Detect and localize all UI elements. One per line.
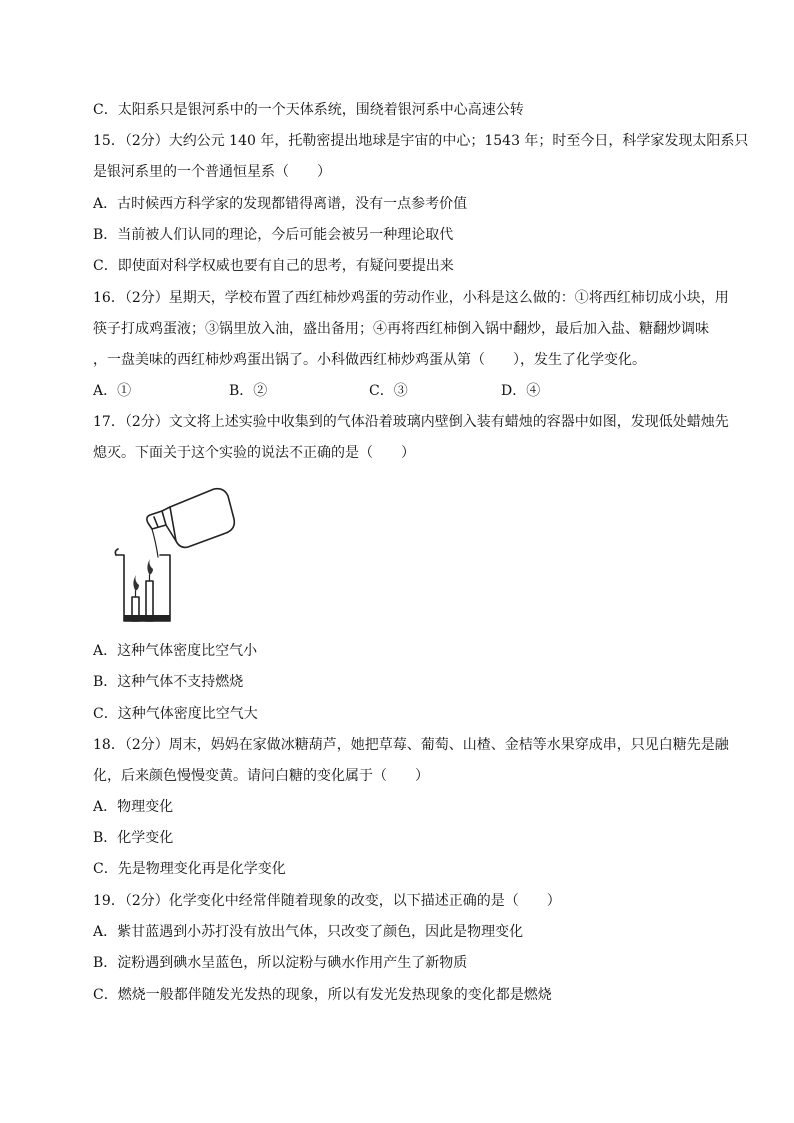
q18-option-c: C．先是物理变化再是化学变化 — [93, 861, 286, 877]
q16-stem-line3: ，一盘美味的西红柿炒鸡蛋出锅了。小科做西红柿炒鸡蛋从第（ ），发生了化学变化。 — [93, 352, 646, 368]
q16-option-c: C．③ — [369, 383, 408, 399]
q15-stem-line1: 15．（2分）大约公元 140 年，托勒密提出地球是宇宙的中心；1543 年；时至今日，科学家发现太阳系只 — [93, 133, 749, 149]
q16-option-b: B．② — [229, 383, 268, 399]
q18-stem-line1: 18．（2分）周末，妈妈在家做冰糖葫芦，她把草莓、葡萄、山楂、金桔等水果穿成串，只见白糖先是融 — [93, 737, 729, 753]
q15-option-b: B．当前被人们认同的理论，今后可能会被另一种理论取代 — [93, 227, 454, 243]
q17-option-c: C．这种气体密度比空气大 — [93, 706, 258, 722]
q19-option-a: A．紫甘蓝遇到小苏打没有放出气体，只改变了颜色，因此是物理变化 — [93, 924, 524, 940]
gas-stream — [152, 529, 158, 557]
q19-stem-line1: 19．（2分）化学变化中经常伴随着现象的改变，以下描述正确的是（ ） — [93, 893, 561, 909]
q18-stem-line2: 化，后来颜色慢慢变黄。请问白糖的变化属于（ ） — [93, 768, 429, 784]
q16-stem-line1: 16．（2分）星期天，学校布置了西红柿炒鸡蛋的劳动作业，小科是这么做的：①将西红柿切成小块，用 — [93, 290, 729, 306]
q17-stem-line1: 17．（2分）文文将上述实验中收集到的气体沿着玻璃内壁倒入装有蜡烛的容器中如图，发现低处蜡烛先 — [93, 414, 729, 430]
low-candle-flame — [133, 575, 139, 591]
q16-option-a: A．① — [93, 383, 132, 399]
q15-stem-line2: 是银河系里的一个普通恒星系（ ） — [93, 164, 331, 180]
q16-stem-line2: 筷子打成鸡蛋液；③锅里放入油，盛出备用；④再将西红柿倒入锅中翻炒，最后加入盐、糖翻炒调味 — [93, 321, 709, 337]
q19-option-c: C．燃烧一般都伴随发光发热的现象，所以有发光发热现象的变化都是燃烧 — [93, 987, 552, 1003]
q17-stem-line2: 熄灭。下面关于这个实验的说法不正确的是（ ） — [93, 445, 415, 461]
bottle-neck — [162, 507, 176, 541]
beaker — [116, 555, 170, 621]
q15-option-c: C．即使面对科学权威也要有自己的思考，有疑问要提出来 — [93, 258, 454, 274]
q17-experiment-figure — [112, 485, 237, 625]
q18-option-a: A．物理变化 — [93, 799, 174, 815]
bottle-body — [170, 489, 234, 548]
q19-option-b: B．淀粉遇到碘水呈蓝色，所以淀粉与碘水作用产生了新物质 — [93, 955, 468, 971]
q15-option-a: A．古时候西方科学家的发现都错得离谱，没有一点参考价值 — [93, 196, 468, 212]
q17-option-b: B．这种气体不支持燃烧 — [93, 674, 244, 690]
beaker-base — [124, 615, 170, 621]
q18-option-b: B．化学变化 — [93, 830, 174, 846]
q17-option-a: A．这种气体密度比空气小 — [93, 643, 258, 659]
beaker-pouring-illustration — [112, 485, 237, 625]
q14-option-c: C．太阳系只是银河系中的一个天体系统，围绕着银河系中心高速公转 — [93, 102, 524, 118]
high-candle-flame — [147, 559, 153, 575]
q16-option-d: D．④ — [501, 383, 541, 399]
